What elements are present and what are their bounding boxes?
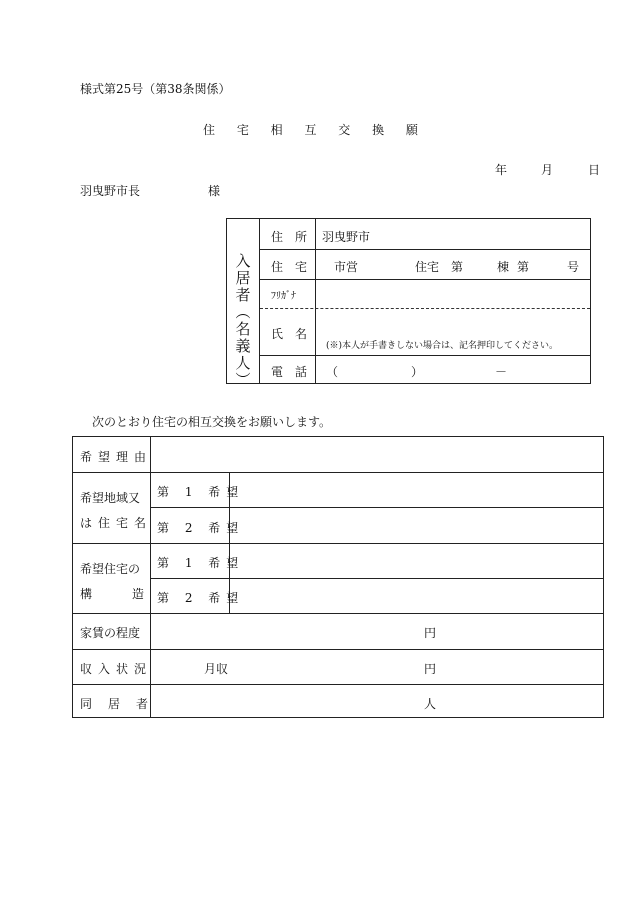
structure-label-line2b: 造	[132, 587, 145, 601]
phone-label: 電 話	[271, 365, 308, 379]
rent-unit: 円	[424, 626, 437, 640]
housing-city: 市営	[334, 260, 359, 274]
housing-go: 号	[567, 260, 580, 274]
applicant-vertical-text	[232, 253, 254, 389]
row-divider	[73, 543, 603, 544]
addressee	[80, 182, 221, 199]
row-divider	[260, 249, 590, 250]
side-char: 名	[235, 320, 251, 338]
name-note: (※)本人が手書きしない場合は、記名押印してください。	[326, 341, 559, 351]
side-char: 者	[235, 286, 251, 304]
document-title: 住 宅 相 互 交 換 願	[203, 123, 427, 137]
applicant-side-label	[227, 219, 260, 389]
row-divider	[73, 649, 603, 650]
income-monthly: 月収	[204, 662, 229, 676]
cohabitant-unit: 人	[424, 697, 437, 711]
cohabitant-label: 同居者	[80, 697, 165, 711]
address-value[interactable]: 羽曳野市	[322, 230, 371, 244]
area-choice2-field[interactable]	[235, 513, 597, 537]
row-divider-dashed	[260, 308, 590, 309]
address-label: 住 所	[271, 230, 308, 244]
structure-choice1-field[interactable]	[235, 548, 597, 572]
area-label-line1: 希望地域又	[80, 491, 141, 505]
rent-field[interactable]	[157, 618, 417, 642]
side-char: ︶	[235, 371, 251, 389]
housing-to: 棟	[497, 260, 510, 274]
housing-dai: 第	[517, 260, 530, 274]
cohabitant-field[interactable]	[157, 689, 417, 713]
area-choice1-field[interactable]	[235, 477, 597, 501]
name-label: 氏 名	[271, 327, 308, 341]
area-choice1-label: 第 1 希望	[157, 485, 245, 499]
structure-choice2-label: 第 2 希望	[157, 591, 245, 605]
addressee-honorific: 様	[208, 184, 221, 198]
date-year: 年	[495, 163, 508, 177]
phone-dash: －	[495, 365, 508, 379]
intro-text: 次のとおり住宅の相互交換をお願いします。	[92, 415, 332, 429]
furigana-field[interactable]	[322, 287, 584, 303]
side-char: ︵	[235, 303, 251, 321]
row-divider	[260, 355, 590, 356]
side-char: 居	[235, 269, 251, 287]
name-field[interactable]	[322, 313, 584, 331]
area-label-line2: は住宅名	[80, 516, 153, 530]
phone-close-paren: ）	[411, 365, 424, 379]
income-field[interactable]	[238, 654, 418, 678]
housing-label: 住 宅	[271, 260, 308, 274]
row-divider	[73, 472, 603, 473]
side-char: 義	[235, 337, 251, 355]
date-month: 月	[541, 163, 554, 177]
housing-dai: 第	[451, 260, 464, 274]
row-divider	[73, 613, 603, 614]
side-char: 人	[235, 354, 251, 372]
addressee-name: 羽曳野市長	[80, 184, 141, 198]
row-divider	[150, 507, 603, 508]
phone-open-paren: （	[326, 365, 339, 379]
reason-field[interactable]	[157, 442, 597, 466]
income-unit: 円	[424, 662, 437, 676]
rent-label: 家賃の程度	[80, 626, 141, 640]
applicant-box	[226, 218, 591, 389]
date-day: 日	[588, 163, 601, 177]
structure-choice2-field[interactable]	[235, 583, 597, 607]
income-label: 収入状況	[80, 662, 153, 676]
form-number: 様式第25号（第38条関係）	[80, 82, 231, 96]
structure-label-line1: 希望住宅の	[80, 562, 141, 576]
area-choice2-label: 第 2 希望	[157, 521, 245, 535]
side-char: 入	[235, 252, 251, 270]
row-divider	[150, 578, 603, 579]
row-divider	[73, 684, 603, 685]
structure-choice1-label: 第 1 希望	[157, 556, 245, 570]
row-divider	[260, 279, 590, 280]
structure-label-line2a: 構	[80, 587, 93, 601]
reason-label: 希望理由	[80, 450, 153, 464]
request-table	[72, 436, 604, 718]
furigana-label: ﾌﾘｶﾞﾅ	[271, 291, 296, 302]
housing-jutaku: 住宅	[415, 260, 440, 274]
